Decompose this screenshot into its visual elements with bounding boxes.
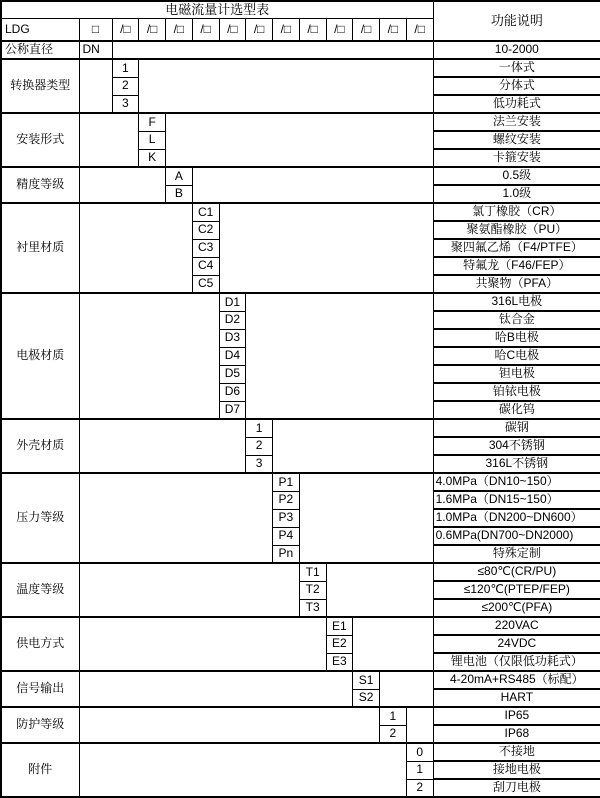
- category-label: 信号输出: [1, 671, 79, 707]
- option-function-cell: ≤80℃(CR/PU): [433, 563, 600, 581]
- option-function-cell: 共聚物（PFA）: [433, 275, 600, 293]
- option-code-cell: 3: [112, 95, 139, 113]
- function-column-header: 功能说明: [433, 1, 600, 41]
- option-code-cell: Pn: [273, 545, 300, 563]
- option-function-cell: 特氟龙（F46/FEP）: [433, 257, 600, 275]
- spacer-cell: [166, 113, 434, 167]
- option-function-cell: ≤200℃(PFA): [433, 599, 600, 617]
- option-function-cell: 一体式: [433, 59, 600, 77]
- option-function-cell: 1.0级: [433, 185, 600, 203]
- option-code-cell: 1: [380, 707, 407, 725]
- spacer-cell: [79, 473, 273, 563]
- spacer-cell: [219, 203, 433, 293]
- option-function-cell: 卡箍安装: [433, 149, 600, 167]
- model-code-slot: /□: [353, 19, 380, 42]
- option-function-cell: 哈B电极: [433, 329, 600, 347]
- option-code-cell: S1: [353, 671, 380, 689]
- spacer-cell: [79, 671, 353, 707]
- option-code-cell: C1: [192, 203, 219, 221]
- option-code-cell: P2: [273, 491, 300, 509]
- spacer-cell: [79, 59, 112, 113]
- spacer-cell: [79, 743, 406, 797]
- category-label: 电极材质: [1, 293, 79, 419]
- model-code-slot: /□: [112, 19, 139, 42]
- option-code-cell: C4: [192, 257, 219, 275]
- model-code-slot: /□: [326, 19, 353, 42]
- option-function-cell: 刮刀电极: [433, 779, 600, 797]
- spacer-cell: [112, 41, 433, 59]
- option-function-cell: 1.6MPa（DN15~150）: [433, 491, 600, 509]
- option-function-cell: 螺纹安装: [433, 131, 600, 149]
- table-title: 电磁流量计选型表: [1, 1, 433, 19]
- option-code-cell: C5: [192, 275, 219, 293]
- option-function-cell: 4-20mA+RS485（标配）: [433, 671, 600, 689]
- category-label: 外壳材质: [1, 419, 79, 473]
- option-code-cell: E3: [326, 653, 353, 671]
- option-code-cell: 0: [406, 743, 433, 761]
- option-function-cell: 哈C电极: [433, 347, 600, 365]
- option-code-cell: S2: [353, 689, 380, 707]
- option-code-cell: 2: [380, 725, 407, 743]
- option-function-cell: 钽电极: [433, 365, 600, 383]
- option-code-cell: 3: [246, 455, 273, 473]
- option-function-cell: HART: [433, 689, 600, 707]
- spacer-cell: [380, 671, 434, 707]
- option-code-cell: K: [139, 149, 166, 167]
- category-label: 供电方式: [1, 617, 79, 671]
- option-function-cell: 法兰安装: [433, 113, 600, 131]
- option-function-cell: 碳钢: [433, 419, 600, 437]
- option-code-cell: P3: [273, 509, 300, 527]
- spacer-cell: [406, 707, 433, 743]
- option-code-cell: C3: [192, 239, 219, 257]
- option-code-cell: T3: [299, 599, 326, 617]
- model-code-slot: /□: [246, 19, 273, 42]
- spacer-cell: [273, 419, 434, 473]
- option-function-cell: 10-2000: [433, 41, 600, 59]
- option-code-cell: 2: [246, 437, 273, 455]
- model-code-box: □: [79, 19, 112, 42]
- category-label: 转换器类型: [1, 59, 79, 113]
- spacer-cell: [246, 293, 433, 419]
- model-code-slot: /□: [139, 19, 166, 42]
- option-code-cell: E1: [326, 617, 353, 635]
- spacer-cell: [79, 707, 380, 743]
- option-function-cell: ≤120℃(PTEP/FEP): [433, 581, 600, 599]
- category-label: 附件: [1, 743, 79, 797]
- model-code-slot: /□: [380, 19, 407, 42]
- option-function-cell: 24VDC: [433, 635, 600, 653]
- option-function-cell: 220VAC: [433, 617, 600, 635]
- option-code-cell: P1: [273, 473, 300, 491]
- option-function-cell: 氯丁橡胶（CR）: [433, 203, 600, 221]
- option-code-cell: DN: [79, 41, 112, 59]
- category-label: 防护等级: [1, 707, 79, 743]
- option-function-cell: 1.0MPa（DN200~DN600）: [433, 509, 600, 527]
- spacer-cell: [353, 617, 433, 671]
- model-prefix: LDG: [1, 19, 79, 42]
- option-code-cell: D7: [219, 401, 246, 419]
- option-code-cell: P4: [273, 527, 300, 545]
- spacer-cell: [79, 167, 166, 203]
- spacer-cell: [79, 203, 192, 293]
- option-function-cell: 锂电池（仅限低功耗式）: [433, 653, 600, 671]
- option-function-cell: 特殊定制: [433, 545, 600, 563]
- option-function-cell: 4.0MPa（DN10~150）: [433, 473, 600, 491]
- model-code-slot: /□: [219, 19, 246, 42]
- model-code-slot: /□: [166, 19, 193, 42]
- option-code-cell: D6: [219, 383, 246, 401]
- option-code-cell: C2: [192, 221, 219, 239]
- spacer-cell: [79, 419, 246, 473]
- spacer-cell: [299, 473, 433, 563]
- option-function-cell: IP68: [433, 725, 600, 743]
- category-label: 压力等级: [1, 473, 79, 563]
- option-code-cell: 2: [406, 779, 433, 797]
- option-code-cell: D3: [219, 329, 246, 347]
- option-function-cell: 聚氨酯橡胶（PU）: [433, 221, 600, 239]
- option-function-cell: 碳化钨: [433, 401, 600, 419]
- spacer-cell: [79, 563, 299, 617]
- option-code-cell: 1: [406, 761, 433, 779]
- model-code-slot: /□: [406, 19, 433, 42]
- model-code-slot: /□: [273, 19, 300, 42]
- model-code-slot: /□: [299, 19, 326, 42]
- spacer-cell: [139, 59, 433, 113]
- option-code-cell: D5: [219, 365, 246, 383]
- option-code-cell: E2: [326, 635, 353, 653]
- spacer-cell: [326, 563, 433, 617]
- option-function-cell: 不接地: [433, 743, 600, 761]
- spacer-cell: [79, 617, 326, 671]
- option-code-cell: D2: [219, 311, 246, 329]
- category-label: 衬里材质: [1, 203, 79, 293]
- option-code-cell: T1: [299, 563, 326, 581]
- option-code-cell: B: [166, 185, 193, 203]
- option-code-cell: D1: [219, 293, 246, 311]
- category-label: 温度等级: [1, 563, 79, 617]
- option-function-cell: 0.6MPa(DN700~DN2000): [433, 527, 600, 545]
- option-code-cell: D4: [219, 347, 246, 365]
- option-function-cell: 钛合金: [433, 311, 600, 329]
- option-function-cell: 聚四氟乙烯（F4/PTFE）: [433, 239, 600, 257]
- option-function-cell: 316L不锈钢: [433, 455, 600, 473]
- option-code-cell: L: [139, 131, 166, 149]
- category-label: 精度等级: [1, 167, 79, 203]
- option-function-cell: 接地电极: [433, 761, 600, 779]
- option-function-cell: 分体式: [433, 77, 600, 95]
- option-code-cell: A: [166, 167, 193, 185]
- option-code-cell: T2: [299, 581, 326, 599]
- category-label: 安装形式: [1, 113, 79, 167]
- option-function-cell: 0.5级: [433, 167, 600, 185]
- option-function-cell: IP65: [433, 707, 600, 725]
- option-code-cell: F: [139, 113, 166, 131]
- category-label: 公称直径: [1, 41, 79, 59]
- option-code-cell: 1: [246, 419, 273, 437]
- option-function-cell: 316L电极: [433, 293, 600, 311]
- model-code-slot: /□: [192, 19, 219, 42]
- spacer-cell: [192, 167, 433, 203]
- option-function-cell: 304不锈钢: [433, 437, 600, 455]
- option-code-cell: 1: [112, 59, 139, 77]
- option-function-cell: 低功耗式: [433, 95, 600, 113]
- option-code-cell: 2: [112, 77, 139, 95]
- option-function-cell: 铂铱电极: [433, 383, 600, 401]
- spacer-cell: [79, 113, 139, 167]
- spacer-cell: [79, 293, 219, 419]
